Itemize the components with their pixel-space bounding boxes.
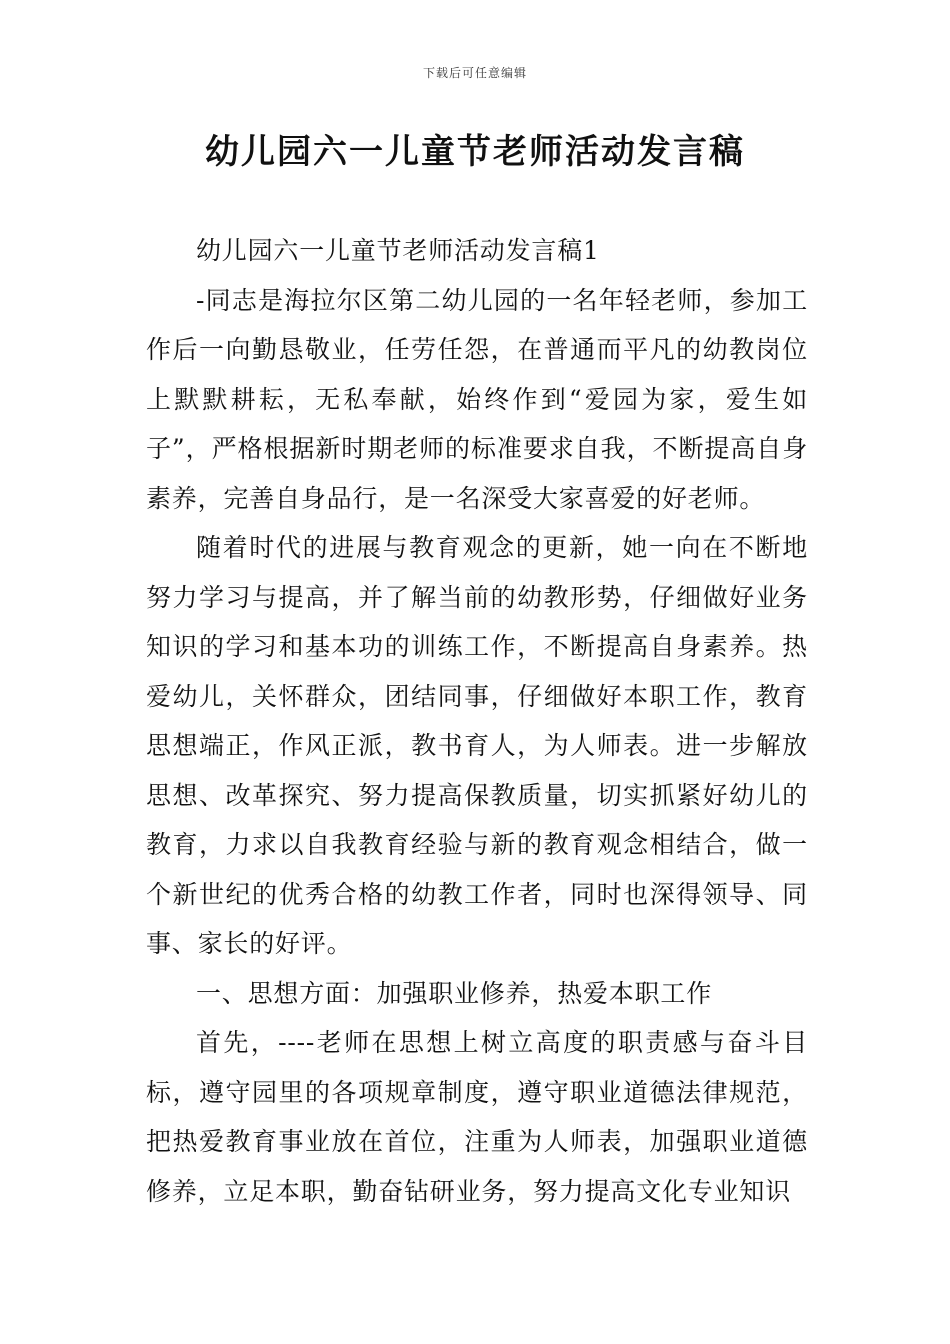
paragraph-intro: -同志是海拉尔区第二幼儿园的一名年轻老师，参加工作后一向勤恳敬业，任劳任怨，在普通而平凡的幼教岗位上默默耕耘，无私奉献，始终作到“爱园为家，爱生如子”，严格根据新时期老师的标准要求自我，不断提高自身素养，完善自身品行，是一名深受大家喜爱的好老师。 — [146, 285, 808, 513]
paragraph-development: 随着时代的进展与教育观念的更新，她一向在不断地努力学习与提高，并了解当前的幼教形势，仔细做好业务知识的学习和基本功的训练工作，不断提高自身素养。热爱幼儿，关怀群众，团结同事，仔细做好本职工作，教育思想端正，作风正派，教书育人，为人师表。进一步解放思想、改革探究、努力提高保教质量，切实抓紧好幼儿的教育，力求以自我教育经验与新的教育观念相结合，做一个新世纪的优秀合格的幼教工作者，同时也深得领导、同事、家长的好评。 — [146, 533, 808, 958]
document-body — [146, 226, 808, 1216]
header-note: 下载后可任意编辑 — [422, 66, 527, 80]
paragraph-ideology: 首先，----老师在思想上树立高度的职责感与奋斗目标，遵守园里的各项规章制度，遵守职业道德法律规范，把热爱教育事业放在首位，注重为人师表，加强职业道德修养，立足本职，勤奋钻研业务，努力提高文化专业知识 — [146, 1028, 808, 1206]
paragraph-subtitle: 幼儿园六一儿童节老师活动发言稿1 — [196, 236, 600, 265]
section-heading-ideology: 一、思想方面：加强职业修养，热爱本职工作 — [196, 978, 713, 1008]
document-title: 幼儿园六一儿童节老师活动发言稿 — [205, 132, 745, 172]
